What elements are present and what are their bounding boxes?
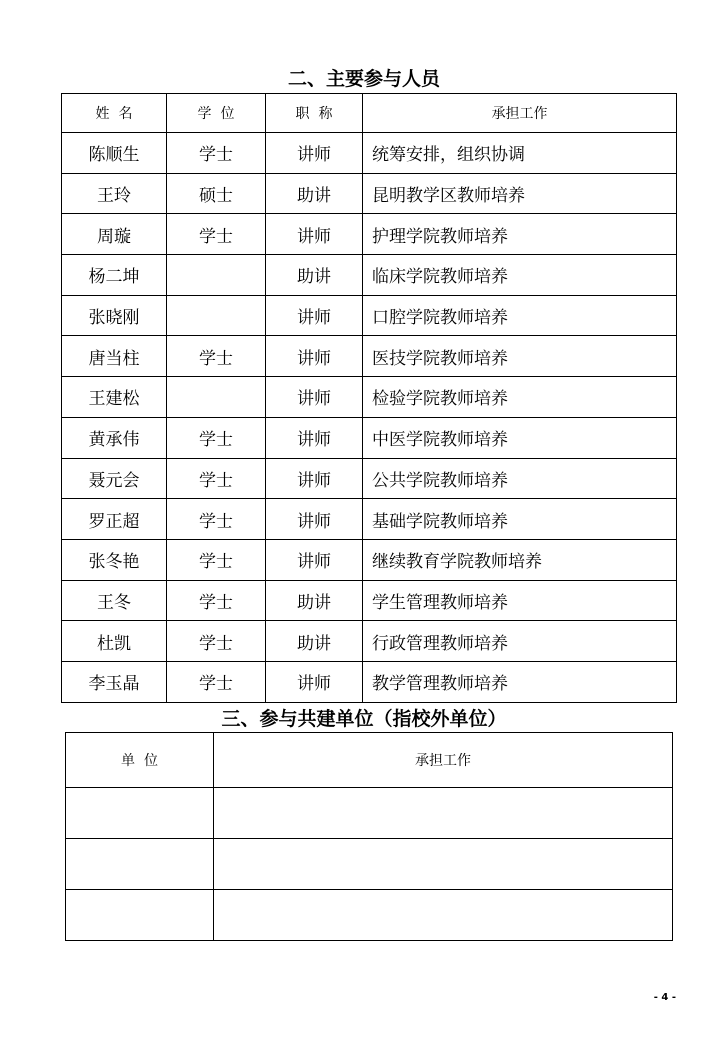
cell-title: 讲师	[266, 458, 363, 499]
table-row	[62, 377, 677, 418]
cell-degree: 学士	[167, 336, 266, 377]
table-row	[66, 788, 673, 839]
cell-duty: 行政管理教师培养	[363, 621, 677, 662]
cell-duty: 昆明教学区教师培养	[363, 173, 677, 214]
cell-name: 杜凯	[62, 621, 167, 662]
header-name: 姓 名	[62, 94, 167, 133]
cell-degree	[167, 295, 266, 336]
personnel-header-row	[62, 94, 677, 133]
cell-title: 助讲	[266, 580, 363, 621]
section2-title: 二、主要参与人员	[287, 68, 440, 90]
cell-degree: 学士	[167, 499, 266, 540]
cell-degree: 学士	[167, 539, 266, 580]
cell-name: 王冬	[62, 580, 167, 621]
cell-unit	[66, 788, 214, 839]
cell-name: 张冬艳	[62, 539, 167, 580]
table-row	[62, 580, 677, 621]
cell-title: 助讲	[266, 621, 363, 662]
cell-duty: 学生管理教师培养	[363, 580, 677, 621]
cell-degree: 学士	[167, 458, 266, 499]
cell-degree	[167, 377, 266, 418]
cell-degree: 学士	[167, 580, 266, 621]
cell-name: 黄承伟	[62, 417, 167, 458]
table-row	[62, 295, 677, 336]
cell-duty: 基础学院教师培养	[363, 499, 677, 540]
page-number: - 4 -	[653, 992, 676, 1003]
cell-name: 罗正超	[62, 499, 167, 540]
table-row	[62, 173, 677, 214]
cell-duty: 统筹安排，组织协调	[363, 133, 677, 174]
partner-units-table	[65, 732, 673, 941]
cell-degree: 学士	[167, 621, 266, 662]
cell-title: 讲师	[266, 377, 363, 418]
cell-title: 助讲	[266, 173, 363, 214]
table-row	[62, 539, 677, 580]
cell-name: 周璇	[62, 214, 167, 255]
cell-unit	[66, 839, 214, 890]
header-unit: 单 位	[66, 733, 214, 788]
partner-header-row	[66, 733, 673, 788]
table-row	[66, 890, 673, 941]
cell-unit-duty	[214, 788, 673, 839]
cell-duty: 护理学院教师培养	[363, 214, 677, 255]
cell-name: 聂元会	[62, 458, 167, 499]
cell-duty: 临床学院教师培养	[363, 255, 677, 296]
header-title: 职 称	[266, 94, 363, 133]
cell-title: 讲师	[266, 417, 363, 458]
cell-duty: 口腔学院教师培养	[363, 295, 677, 336]
table-row	[62, 133, 677, 174]
cell-degree: 学士	[167, 133, 266, 174]
header-degree: 学 位	[167, 94, 266, 133]
cell-title: 讲师	[266, 499, 363, 540]
table-row	[62, 214, 677, 255]
cell-name: 杨二坤	[62, 255, 167, 296]
section3-title: 三、参与共建单位（指校外单位）	[221, 708, 507, 730]
cell-name: 唐当柱	[62, 336, 167, 377]
cell-name: 陈顺生	[62, 133, 167, 174]
table-row	[62, 417, 677, 458]
cell-title: 讲师	[266, 336, 363, 377]
header-unit-duty: 承担工作	[214, 733, 673, 788]
cell-title: 助讲	[266, 255, 363, 296]
cell-duty: 医技学院教师培养	[363, 336, 677, 377]
personnel-table	[61, 93, 677, 703]
table-row	[66, 839, 673, 890]
cell-title: 讲师	[266, 661, 363, 702]
table-row	[62, 621, 677, 662]
table-row	[62, 458, 677, 499]
cell-title: 讲师	[266, 133, 363, 174]
cell-name: 王建松	[62, 377, 167, 418]
cell-degree: 学士	[167, 417, 266, 458]
table-row	[62, 255, 677, 296]
cell-duty: 公共学院教师培养	[363, 458, 677, 499]
cell-duty: 继续教育学院教师培养	[363, 539, 677, 580]
cell-name: 李玉晶	[62, 661, 167, 702]
cell-duty: 检验学院教师培养	[363, 377, 677, 418]
cell-title: 讲师	[266, 539, 363, 580]
cell-title: 讲师	[266, 214, 363, 255]
cell-degree: 学士	[167, 214, 266, 255]
table-row	[62, 336, 677, 377]
cell-name: 王玲	[62, 173, 167, 214]
table-row	[62, 661, 677, 702]
cell-degree: 硕士	[167, 173, 266, 214]
header-duty: 承担工作	[363, 94, 677, 133]
table-row	[62, 499, 677, 540]
cell-degree	[167, 255, 266, 296]
cell-name: 张晓刚	[62, 295, 167, 336]
cell-duty: 中医学院教师培养	[363, 417, 677, 458]
cell-title: 讲师	[266, 295, 363, 336]
cell-unit	[66, 890, 214, 941]
cell-unit-duty	[214, 839, 673, 890]
cell-degree: 学士	[167, 661, 266, 702]
cell-unit-duty	[214, 890, 673, 941]
cell-duty: 教学管理教师培养	[363, 661, 677, 702]
